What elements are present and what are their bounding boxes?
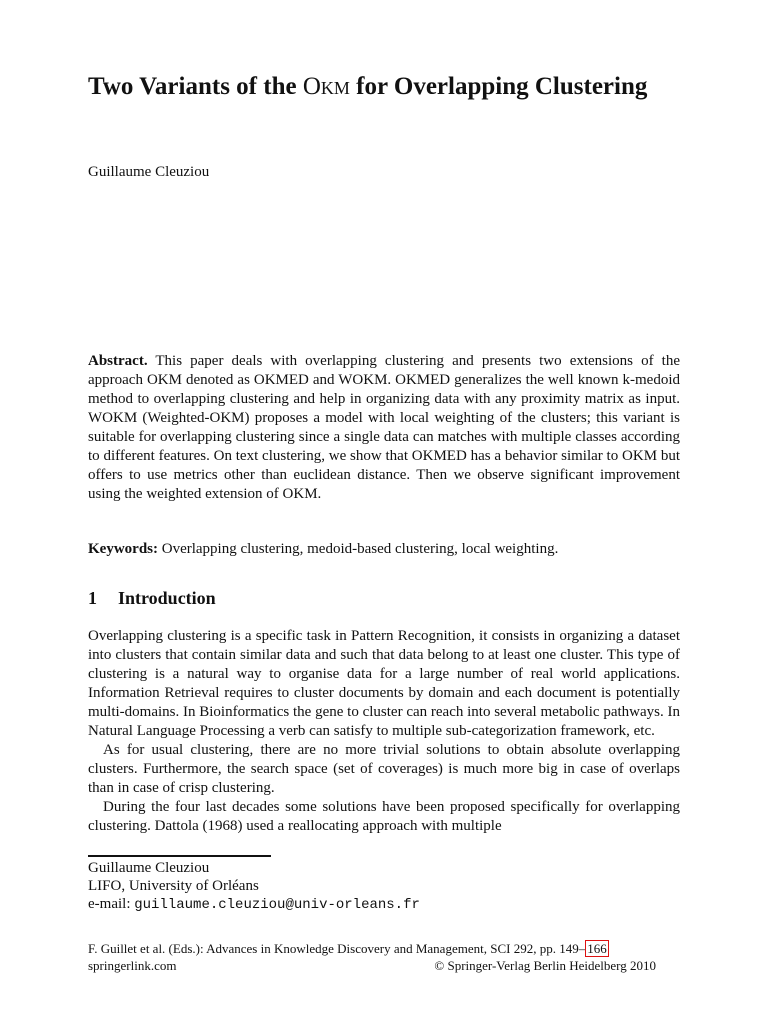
footer-copyright: © Springer-Verlag Berlin Heidelberg 2010 <box>434 958 656 973</box>
affiliation-name: Guillaume Cleuziou <box>88 860 210 876</box>
keywords <box>88 540 680 559</box>
keywords-text: Overlapping clustering, medoid-based clustering, local weighting. <box>161 541 559 557</box>
email-link[interactable]: guillaume.cleuziou@univ-orleans.fr <box>134 897 420 913</box>
citation-text: F. Guillet et al. (Eds.): Advances in Knowledge Discovery and Management, SCI 292, pp. 149– <box>88 941 586 956</box>
footer-citation <box>88 940 609 957</box>
body-text <box>88 627 680 836</box>
affiliation-block <box>88 859 420 914</box>
affiliation-email-line <box>88 895 420 914</box>
section-title: Introduction <box>118 588 216 608</box>
email-label: e-mail: <box>88 896 131 912</box>
author-name: Guillaume Cleuziou <box>88 164 210 180</box>
footer-site: springerlink.com <box>88 958 177 973</box>
abstract <box>88 352 680 504</box>
paper-title <box>88 72 688 101</box>
section-heading <box>88 588 216 609</box>
paragraph-2: As for usual clustering, there are no more trivial solutions to obtain absolute overlapping clusters. Furthermore, the search space (set of coverages) is much more big in case of overlaps than in case of crisp clustering. <box>88 742 680 796</box>
title-part2: for Overlapping Clustering <box>349 73 648 100</box>
abstract-text: This paper deals with overlapping clustering and presents two extensions of the approach OKM denoted as OKMED and WOKM. OKMED generalizes the well known k-medoid method to overlapping clustering and help in organizing data with any proximity matrix as input. WOKM (Weighted-OKM) proposes a model with local weighting of the clusters; this variant is suitable for overlapping clustering since a single data can matches with multiple classes according to different features. On text clustering, we show that OKMED has a behavior similar to OKM but offers to use metrics other than euclidean distance. Then we observe significant improvement using the weighted extension of OKM. <box>88 353 680 502</box>
footer-citation-row <box>88 940 656 957</box>
abstract-label: Abstract. <box>88 353 148 369</box>
affiliation-institution: LIFO, University of Orléans <box>88 878 259 894</box>
title-part1: Two Variants of the <box>88 73 303 100</box>
footer-publisher-row <box>88 957 656 974</box>
page-footer <box>88 940 656 974</box>
title-okm: Okm <box>302 73 350 100</box>
paragraph-3: During the four last decades some solutions have been proposed specifically for overlapping clustering. Dattola (1968) used a reallocating approach with multiple <box>88 799 680 834</box>
last-page-link[interactable]: 166 <box>587 941 607 956</box>
footnote-rule <box>88 855 271 857</box>
paragraph-1: Overlapping clustering is a specific task in Pattern Recognition, it consists in organizing a dataset into clusters that contain similar data and such that data belong to at least one cluster. This type of clustering is a natural way to organise data for a large number of real world applications. Information Retrieval requires to cluster documents by domain and each document is potentially multi-domains. In Bioinformatics the gene to cluster can reach into several metabolic pathways. In Natural Language Processing a verb can satisfy to multiple sub-categorization framework, etc. <box>88 628 680 739</box>
section-number: 1 <box>88 588 97 608</box>
keywords-label: Keywords: <box>88 541 158 557</box>
